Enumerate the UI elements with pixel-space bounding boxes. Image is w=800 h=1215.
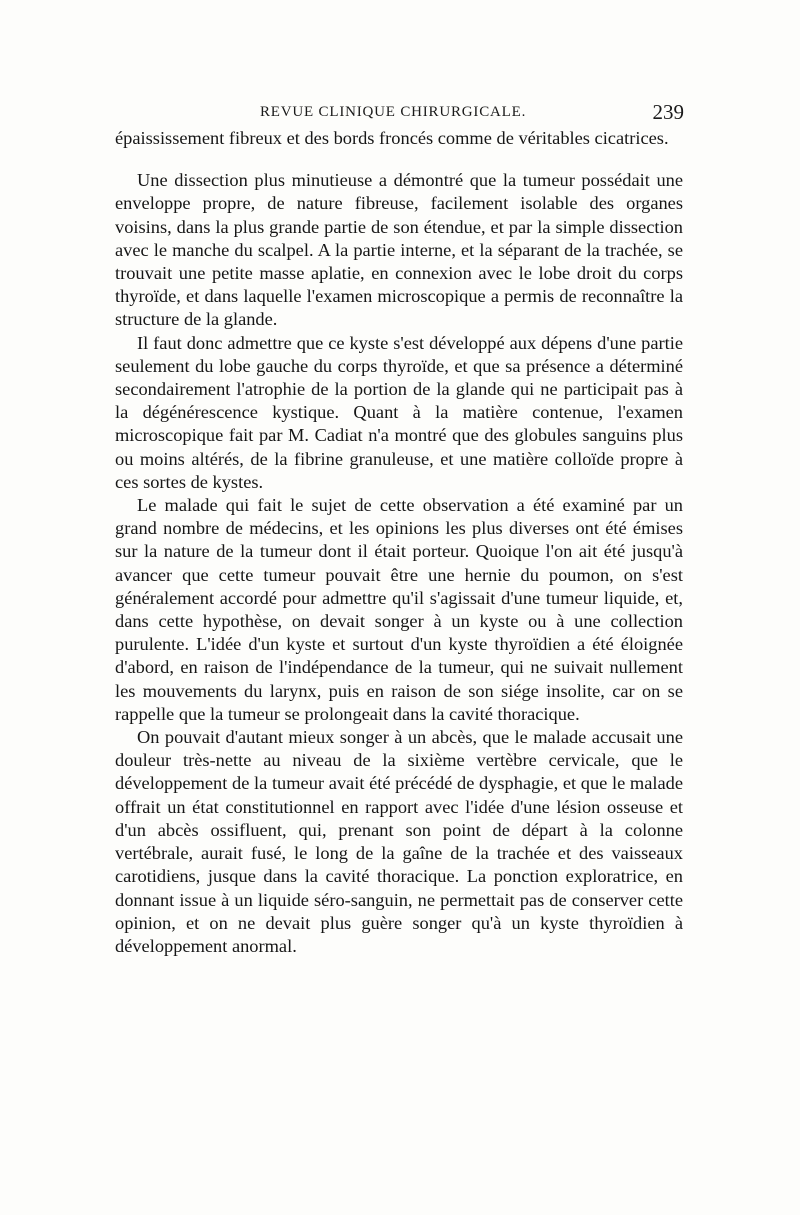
paragraph-continuation: épaississement fibreux et des bords froncés comme de véritables cicatrices. bbox=[115, 128, 669, 148]
page-header bbox=[260, 100, 684, 126]
body-text bbox=[115, 127, 683, 958]
paragraph-diagnosis-opinions: Le malade qui fait le sujet de cette observation a été examiné par un grand nombre de médecins, et les opinions les plus diverses ont été émises sur la nature de la tumeur dont il était porteur. Quoique l'on ait été jusqu'à avancer que cette tumeur pouvait être une hernie du poumon, on s'est généralement accordé pour admettre qu'il s'agissait d'une tumeur liquide, et, dans cette hypothèse, on devait songer à un kyste ou à une collection purulente. L'idée d'un kyste et surtout d'un kyste thyroïdien a été éloignée d'abord, en raison de l'indépendance de la tumeur, qui ne suivait nullement les mouvements du larynx, puis en raison de son siége insolite, car on se rappelle que la tumeur se prolongeait dans la cavité thoracique. bbox=[115, 495, 683, 724]
running-title: REVUE CLINIQUE CHIRURGICALE. bbox=[260, 104, 527, 120]
paragraph-dissection: Une dissection plus minutieuse a démontré que la tumeur possédait une enveloppe propre, de nature fibreuse, facilement isolable des organes voisins, dans la plus grande partie de son étendue, et par la simple dissection avec le manche du scalpel. A la partie interne, et la séparant de la trachée, se trouvait une petite masse aplatie, en connexion avec le lobe droit du corps thyroïde, et dans laquelle l'examen microscopique a permis de reconnaître la structure de la glande. bbox=[115, 170, 683, 330]
page-number: 239 bbox=[652, 100, 684, 124]
paragraph-abces-hypothesis: On pouvait d'autant mieux songer à un abcès, que le malade accusait une douleur très-nette au niveau de la sixième vertèbre cervicale, que le développement de la tumeur avait été précédé de dysphagie, et que le malade offrait un état constitutionnel en rapport avec l'idée d'une lésion osseuse et d'un abcès ossifluent, qui, prenant son point de départ à la colonne vertébrale, aurait fusé, le long de la gaîne de la trachée et des vaisseaux carotidiens, jusque dans la cavité thoracique. La ponction exploratrice, en donnant issue à un liquide séro-sanguin, ne permettait pas de conserver cette opinion, et on ne devait plus guère songer qu'à un kyste thyroïdien à développement anormal. bbox=[115, 727, 683, 956]
paragraph-kyste-origin: Il faut donc admettre que ce kyste s'est développé aux dépens d'une partie seulement du lobe gauche du corps thyroïde, et que sa présence a déterminé secondairement l'atrophie de la portion de la glande qui ne participait pas à la dégénérescence kystique. Quant à la matière contenue, l'examen microscopique fait par M. Cadiat n'a montré que des globules sanguins plus ou moins altérés, de la fibrine granuleuse, et une matière colloïde propre à ces sortes de kystes. bbox=[115, 332, 683, 492]
